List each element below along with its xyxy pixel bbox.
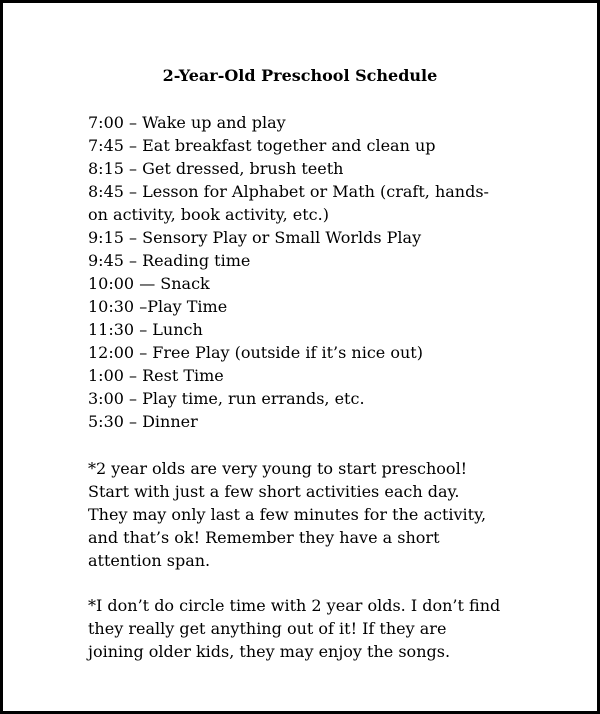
note-line: *I don’t do circle time with 2 year olds. I don’t find xyxy=(88,596,501,615)
note-line: Start with just a few short activities each day. xyxy=(88,482,460,501)
schedule-item xyxy=(88,226,528,249)
schedule-item xyxy=(88,341,528,364)
schedule-item-text: 10:00 — Snack xyxy=(88,274,210,293)
note-line: and that’s ok! Remember they have a short xyxy=(88,528,440,547)
note-line: joining older kids, they may enjoy the songs. xyxy=(88,642,451,661)
page-title: 2-Year-Old Preschool Schedule xyxy=(162,66,438,85)
note-line: *2 year olds are very young to start preschool! xyxy=(88,459,468,478)
note-line: They may only last a few minutes for the activity, xyxy=(88,505,487,524)
schedule-item xyxy=(88,157,528,180)
schedule-item xyxy=(88,134,528,157)
schedule-item-text: 7:00 – Wake up and play xyxy=(88,113,286,132)
schedule-item xyxy=(88,364,528,387)
note-paragraph xyxy=(88,457,528,572)
schedule-item xyxy=(88,387,528,410)
schedule-list xyxy=(88,111,528,433)
schedule-item-text-continued: on activity, book activity, etc.) xyxy=(88,205,329,224)
schedule-item-text: 1:00 – Rest Time xyxy=(88,366,224,385)
schedule-item-text: 12:00 – Free Play (outside if it’s nice out) xyxy=(88,343,423,362)
schedule-item-text: 5:30 – Dinner xyxy=(88,412,198,431)
schedule-item-text: 10:30 –Play Time xyxy=(88,297,228,316)
schedule-item xyxy=(88,249,528,272)
schedule-item-text: 8:15 – Get dressed, brush teeth xyxy=(88,159,344,178)
schedule-item-text: 7:45 – Eat breakfast together and clean up xyxy=(88,136,436,155)
note-paragraph xyxy=(88,594,528,663)
schedule-item xyxy=(88,318,528,341)
note-line: they really get anything out of it! If they are xyxy=(88,619,447,638)
schedule-item xyxy=(88,295,528,318)
schedule-item xyxy=(88,111,528,134)
schedule-item-text: 3:00 – Play time, run errands, etc. xyxy=(88,389,365,408)
schedule-item-text: 9:15 – Sensory Play or Small Worlds Play xyxy=(88,228,422,247)
schedule-item-text: 9:45 – Reading time xyxy=(88,251,251,270)
schedule-item xyxy=(88,410,528,433)
schedule-item-text: 8:45 – Lesson for Alphabet or Math (craft, hands- xyxy=(88,182,489,201)
note-line: attention span. xyxy=(88,551,211,570)
schedule-item-text: 11:30 – Lunch xyxy=(88,320,203,339)
schedule-item xyxy=(88,272,528,295)
schedule-item xyxy=(88,180,528,226)
